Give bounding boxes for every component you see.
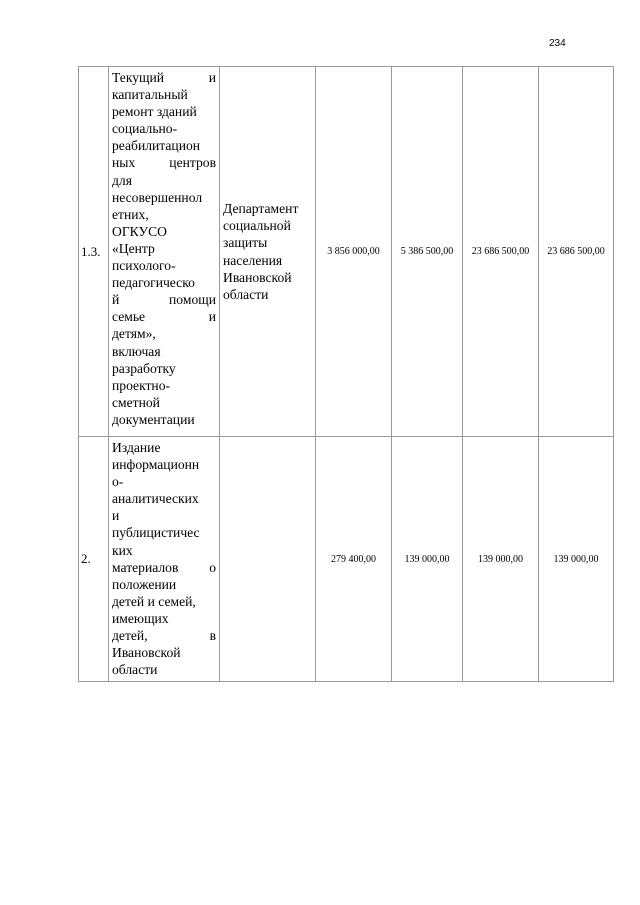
description-line	[112, 456, 216, 473]
description-word: включая	[112, 343, 161, 359]
description-word: аналитических	[112, 491, 199, 507]
amount-cell: 23 686 500,00	[539, 67, 614, 437]
description-line	[112, 86, 216, 103]
description-word: разработку	[112, 360, 176, 376]
table-row	[79, 67, 614, 437]
description-word: проектно-	[112, 377, 171, 393]
responsible-line: населения	[223, 252, 283, 268]
description-word: центров	[169, 155, 216, 171]
amount-cell: 139 000,00	[539, 437, 614, 682]
description-word: детям»,	[112, 326, 156, 342]
description-line	[112, 343, 216, 360]
description-line	[112, 172, 216, 189]
description-line	[112, 377, 216, 394]
description-line	[112, 291, 216, 308]
budget-table	[78, 66, 614, 682]
description-word: ких	[112, 542, 133, 558]
description-word: реабилитацион	[112, 138, 201, 154]
description-word: информационн	[112, 457, 200, 473]
description-line	[112, 473, 216, 490]
description-line	[112, 559, 216, 576]
description-line	[112, 240, 216, 257]
table-row	[79, 437, 614, 682]
description-word: психолого-	[112, 258, 176, 274]
description-line	[112, 644, 216, 661]
description-line	[112, 69, 216, 86]
description-word: Текущий	[112, 70, 165, 85]
description-line	[112, 325, 216, 342]
description-word: сметной	[112, 394, 160, 410]
description-word: детей,	[112, 628, 148, 644]
description-line	[112, 103, 216, 120]
description-word: в	[209, 628, 216, 644]
description-word: и	[112, 508, 120, 524]
description-line	[112, 593, 216, 610]
description-word: капитальный	[112, 87, 188, 103]
description-word: положении	[112, 576, 177, 592]
description-line	[112, 206, 216, 223]
responsible-line: социальной	[223, 218, 291, 234]
description-word: несовершеннол	[112, 189, 203, 205]
description-line	[112, 257, 216, 274]
description-line	[112, 610, 216, 627]
description-word: публицистичес	[112, 525, 200, 541]
description-word: ремонт зданий	[112, 104, 197, 120]
amount-cell: 23 686 500,00	[463, 67, 539, 437]
description-word: й	[112, 292, 120, 308]
description-word: документации	[112, 411, 195, 427]
amount-cell: 279 400,00	[316, 437, 392, 682]
description-word: педагогическо	[112, 275, 195, 291]
responsible-line: области	[223, 286, 269, 302]
responsible-executor	[220, 67, 316, 437]
description-word: «Центр	[112, 240, 155, 256]
description-word: помощи	[169, 292, 216, 308]
description-line	[112, 490, 216, 507]
description-line	[112, 439, 216, 456]
description-word: социально-	[112, 121, 178, 137]
description-line	[112, 394, 216, 411]
description-line	[112, 120, 216, 137]
description-line	[112, 661, 216, 678]
row-number: 1.3.	[79, 67, 109, 437]
description-line	[112, 189, 216, 206]
description-word: материалов	[112, 559, 179, 575]
description-word: о-	[112, 474, 124, 490]
description-word: Издание	[112, 440, 161, 455]
responsible-line: Департамент	[223, 200, 299, 216]
description-word: области	[112, 662, 158, 678]
responsible-executor	[220, 437, 316, 682]
description-line	[112, 542, 216, 559]
description-word: семье	[112, 309, 146, 325]
description-line	[112, 576, 216, 593]
description-line	[112, 154, 216, 171]
description-word: о	[209, 559, 216, 575]
amount-cell: 5 386 500,00	[392, 67, 463, 437]
measure-description	[109, 437, 220, 682]
description-line	[112, 507, 216, 524]
description-word: для	[112, 172, 132, 188]
description-word: Ивановской	[112, 645, 181, 661]
description-line	[112, 411, 216, 428]
description-word: ОГКУСО	[112, 223, 167, 239]
description-line	[112, 627, 216, 644]
amount-cell: 3 856 000,00	[316, 67, 392, 437]
description-line	[112, 137, 216, 154]
description-line	[112, 223, 216, 240]
amount-cell: 139 000,00	[392, 437, 463, 682]
responsible-line: защиты	[223, 235, 268, 251]
description-word: имеющих	[112, 610, 169, 626]
description-line	[112, 524, 216, 541]
page-number: 234	[549, 38, 566, 49]
description-word: ных	[112, 155, 136, 171]
description-line	[112, 308, 216, 325]
responsible-line: Ивановской	[223, 269, 292, 285]
measure-description	[109, 67, 220, 437]
description-line	[112, 274, 216, 291]
amount-cell: 139 000,00	[463, 437, 539, 682]
row-number: 2.	[79, 437, 109, 682]
description-word: етних,	[112, 206, 149, 222]
description-word: детей и семей,	[112, 593, 196, 609]
description-word: и	[208, 70, 216, 85]
description-word: и	[208, 309, 216, 325]
description-line	[112, 360, 216, 377]
